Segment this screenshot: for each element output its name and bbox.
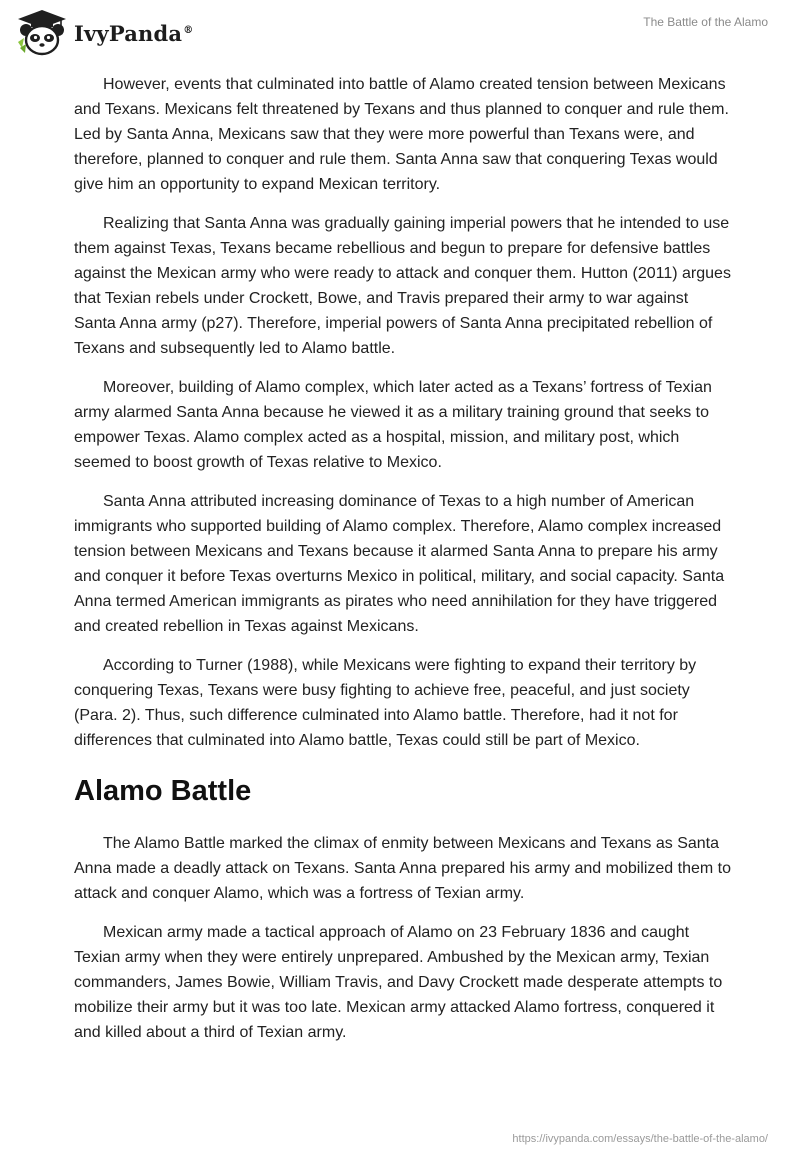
paragraph: Mexican army made a tactical approach of Alamo on 23 February 1836 and caught Texian army when they were entirely unprepared. Ambushed by the Mexican army, Texian commanders, James Bowie, William Travis, and Davy Crockett made desperate attempts to mobilize their army but it was too late. Mexican army attacked Alamo fortress, conquered it and killed about a third of Texian army. [74,924,723,1041]
footer-source-url[interactable]: https://ivypanda.com/essays/the-battle-of-the-alamo/ [512,1133,768,1145]
paragraph: Moreover, building of Alamo complex, which later acted as a Texans’ fortress of Texian army alarmed Santa Anna because he viewed it as a military training ground that seeks to empower Texas. Alamo complex acted as a hospital, mission, and military post, which seemed to boost growth of Texas relative to Mexico. [74,379,712,471]
paragraph: The Alamo Battle marked the climax of enmity between Mexicans and Texans as Santa Anna made a deadly attack on Texans. Santa Anna prepared his army and mobilized them to attack and conquer Alamo, which was a fortress of Texian army. [74,835,731,902]
section-heading: Alamo Battle [74,775,252,807]
running-title: The Battle of the Alamo [643,15,768,29]
paragraph: Santa Anna attributed increasing dominance of Texas to a high number of American immigrants who supported building of Alamo complex. Therefore, Alamo complex increased tension between Mexicans and Texans because it alarmed Santa Anna to prepare his army and conquer it before Texas overturns Mexico in political, military, and social capacity. Santa Anna termed American immigrants as pirates who need annihilation for they have triggered and created rebellion in Texas against Mexicans. [74,493,725,635]
brand-name: IvyPanda® [74,20,194,46]
essay-body [74,72,734,1059]
paragraph: However, events that culminated into battle of Alamo created tension between Mexicans and Texans. Mexicans felt threatened by Texans and thus planned to conquer and rule them. Led by Santa Anna, Mexicans saw that they were more powerful than Texans were, and therefore, planned to conquer and rule them. Santa Anna saw that conquering Texas would give him an opportunity to expand Mexican territory. [74,76,729,193]
brand-logo[interactable] [14,8,193,56]
page-header [0,0,800,62]
panda-graduate-logo-icon [14,8,70,56]
paragraph: According to Turner (1988), while Mexicans were fighting to expand their territory by conquering Texas, Texans were busy fighting to achieve free, peaceful, and just society (Para. 2). Thus, such difference culminated into Alamo battle. Therefore, had it not for differences that culminated into Alamo battle, Texas could still be part of Mexico. [74,657,697,749]
paragraph: Realizing that Santa Anna was gradually gaining imperial powers that he intended to use them against Texas, Texans became rebellious and begun to prepare for defensive battles against the Mexican army who were ready to attack and conquer them. Hutton (2011) argues that Texian rebels under Crockett, Bowe, and Travis prepared their army to war against Santa Anna army (p27). Therefore, imperial powers of Santa Anna precipitated rebellion of Texans and subsequently led to Alamo battle. [74,215,731,357]
